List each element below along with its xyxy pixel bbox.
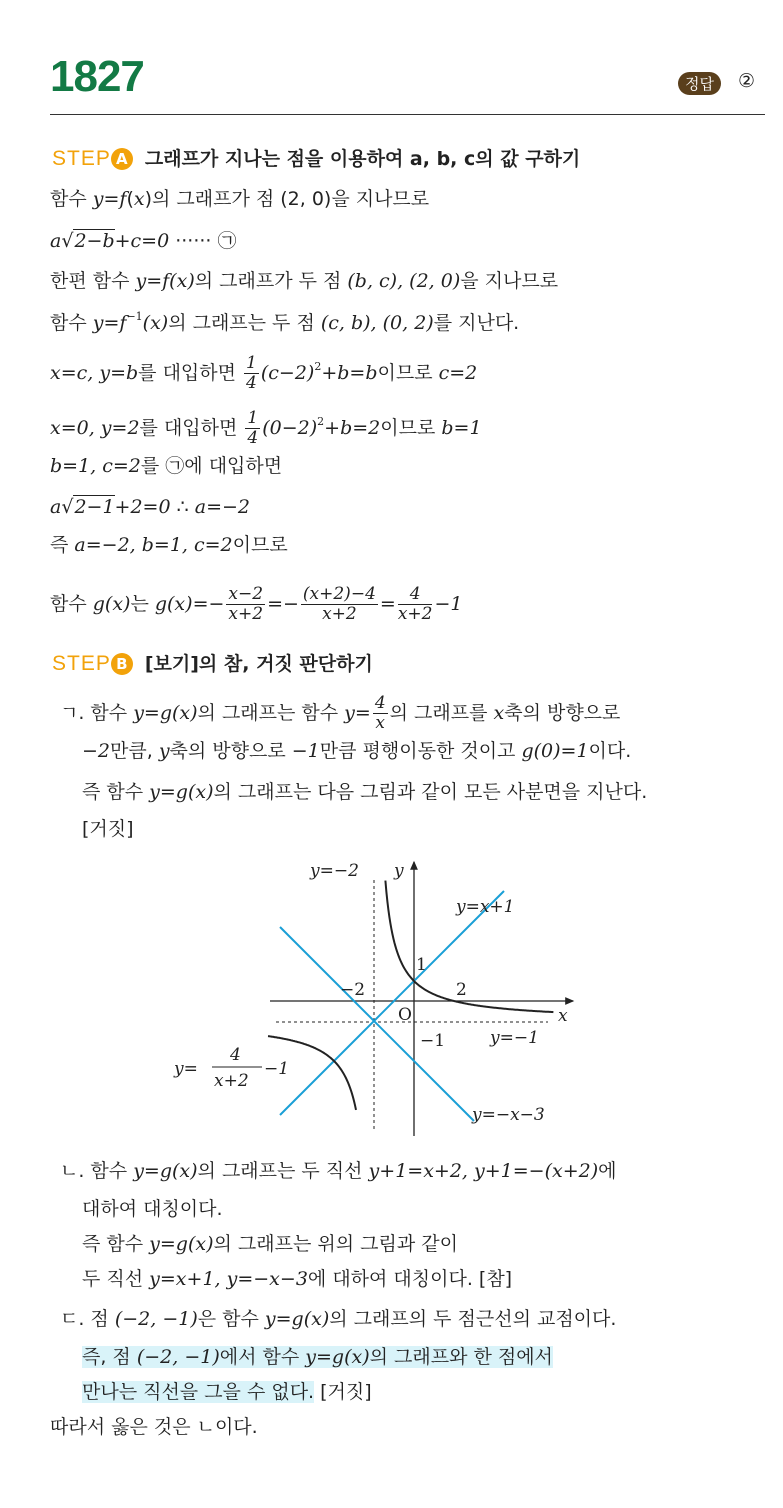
numerator: 1 (246, 353, 257, 373)
text: ㄴ. 함수 (60, 1160, 134, 1182)
math: y (158, 740, 170, 762)
line-y-eq-x-plus-1 (280, 891, 504, 1115)
text: = (103, 188, 120, 210)
fraction (226, 585, 265, 624)
text: 에 (598, 1160, 617, 1182)
text: ( (126, 188, 134, 210)
text: 축의 방향으로 (169, 740, 292, 762)
step-b-heading (52, 649, 373, 676)
divider (50, 114, 765, 115)
step-letter: B (111, 653, 133, 675)
math: +c=0 (114, 230, 170, 252)
text: 를 대입하면 (139, 417, 244, 440)
math: =− (267, 593, 299, 616)
denominator: x+2 (397, 603, 433, 624)
text: ······ ㉠ (169, 230, 237, 252)
tick-1: 1 (416, 955, 427, 975)
text-line (82, 818, 134, 841)
math: f (119, 188, 127, 210)
numerator: 4 (374, 693, 386, 713)
text: 축의 방향으로 (504, 702, 621, 725)
fraction (244, 354, 259, 393)
denominator: 4 (246, 372, 257, 393)
superscript: 2 (317, 415, 325, 429)
tick-neg1: −1 (420, 1031, 446, 1051)
math: y= (344, 702, 371, 725)
square-root (61, 495, 114, 518)
text-line (50, 270, 558, 293)
math: b=1, c=2 (50, 455, 141, 477)
superscript: −1 (126, 310, 143, 323)
math: g(x) (92, 593, 131, 616)
numerator: (x+2)−4 (302, 584, 376, 604)
superscript: 2 (314, 360, 322, 374)
text: 즉 (50, 534, 75, 556)
step-title: 그래프가 지나는 점을 이용하여 a, b, c의 값 구하기 (144, 148, 581, 170)
math: y=g(x) (149, 1233, 214, 1255)
denominator: x (375, 712, 386, 733)
text: 즉 함수 (82, 781, 150, 803)
text-line (50, 534, 288, 557)
math: y=g(x) (149, 781, 214, 803)
step-a-heading (52, 144, 580, 171)
text-line (82, 781, 647, 804)
math: x (493, 702, 505, 725)
text: 을 지나므로 (460, 270, 559, 292)
math: a (50, 230, 62, 252)
tick-2: 2 (456, 980, 467, 1000)
text: 만큼 평행이동한 것이고 (319, 740, 522, 762)
text: 따라서 옳은 것은 ㄴ이다. (50, 1416, 258, 1438)
curve-label-den: x+2 (214, 1071, 249, 1091)
text: 의 그래프는 두 점 (168, 312, 321, 334)
text-line (50, 585, 462, 624)
math: −2 (82, 740, 111, 762)
text-line (82, 1198, 223, 1221)
text-line (60, 694, 620, 733)
text: 의 그래프는 위의 그림과 같이 (213, 1233, 458, 1255)
text: 이다. (588, 740, 632, 762)
math: y=g(x) (133, 702, 198, 725)
curve-label-lhs: y= (174, 1059, 198, 1079)
math: +2=0 (114, 496, 171, 518)
text-line (50, 230, 237, 253)
square-root (61, 229, 114, 252)
step-label: STEP (52, 652, 111, 675)
math: (x) (142, 312, 169, 334)
math: (c−2) (260, 362, 315, 385)
text: 대하여 대칭이다. (82, 1198, 223, 1220)
function-graph (160, 850, 600, 1140)
x-axis-label: x (558, 1006, 568, 1026)
math: −1 (291, 740, 320, 762)
sqrt-sign: √ (61, 496, 74, 518)
text-line (82, 740, 631, 763)
denominator: x+2 (228, 603, 264, 624)
text-line (50, 455, 282, 478)
math: (−2, −1) (136, 1346, 220, 1368)
text: 두 직선 (82, 1268, 150, 1290)
text: 만나는 직선을 그을 수 없다. (82, 1381, 315, 1403)
sqrt-sign: √ (61, 230, 74, 252)
math: c=2 (438, 362, 478, 385)
math: y=g(x) (305, 1346, 370, 1368)
math: y=f (92, 312, 127, 334)
math: −1 (434, 593, 463, 616)
text: 이므로 (377, 362, 439, 385)
text: 의 그래프를 (389, 702, 494, 725)
text-line (50, 354, 477, 393)
radicand: 2−1 (74, 496, 115, 518)
text-line (50, 188, 429, 211)
answer-badge: 정답 (678, 72, 721, 95)
curve-label-rhs: −1 (264, 1059, 290, 1079)
text: 의 그래프는 함수 (197, 702, 345, 725)
math: x (133, 188, 145, 210)
text-line (82, 1381, 372, 1404)
text: 를 지난다. (433, 312, 520, 334)
fraction (373, 694, 388, 733)
text: 함수 (50, 312, 93, 334)
text: ∴ (170, 496, 195, 518)
math: +b=b (321, 362, 378, 385)
hasym-label: y=−1 (490, 1028, 539, 1048)
numerator: x−2 (228, 584, 264, 604)
text-line (60, 1160, 617, 1183)
math: y=f(x) (135, 270, 195, 292)
text: 즉, 점 (82, 1346, 137, 1368)
fraction (301, 585, 378, 624)
denominator: x+2 (322, 603, 357, 624)
math: x=c, y=b (50, 362, 139, 385)
text: [거짓] (82, 818, 134, 840)
y-axis-label: y (394, 861, 404, 881)
math: b=1 (441, 417, 482, 440)
problem-number: 1827 (50, 52, 144, 101)
step-label: STEP (52, 147, 111, 170)
text: 이므로 (232, 534, 288, 556)
math: (0−2) (262, 417, 318, 440)
math: +b=2 (324, 417, 381, 440)
math: (b, c), (2, 0) (347, 270, 461, 292)
math: (−2, −1) (114, 1308, 198, 1330)
line-y-eq-neg-x-minus-3 (280, 927, 474, 1121)
math: y (92, 188, 104, 210)
math: y+1=x+2, y+1=−(x+2) (368, 1160, 599, 1182)
text-line (50, 496, 250, 519)
math: y=g(x) (264, 1308, 330, 1330)
text: 에서 함수 (219, 1346, 306, 1368)
text: 에 대하여 대칭이다. [참] (307, 1268, 513, 1290)
text-line (60, 1308, 616, 1331)
text: [거짓] (314, 1381, 372, 1403)
math: g(x)=− (154, 593, 225, 616)
text: 의 그래프는 두 직선 (197, 1160, 369, 1182)
line2-label: y=−x−3 (472, 1105, 545, 1125)
math: a=−2, b=1, c=2 (74, 534, 233, 556)
text: 만큼, (110, 740, 159, 762)
origin-label: O (398, 1005, 412, 1025)
numerator: 4 (398, 585, 433, 605)
text: ㄱ. 함수 (60, 702, 134, 725)
text: ㄷ. 점 (60, 1308, 115, 1330)
math: x=0, y=2 (50, 417, 140, 440)
text: 즉 함수 (82, 1233, 150, 1255)
math: = (379, 593, 396, 616)
fraction (245, 409, 260, 448)
text: 의 그래프와 한 점에서 (369, 1346, 553, 1368)
step-letter: A (111, 148, 133, 170)
denominator: 4 (247, 427, 259, 448)
radicand: 2−b (74, 230, 115, 252)
text: )의 그래프가 점 (2, 0)을 지나므로 (144, 188, 430, 210)
text: 의 그래프는 다음 그림과 같이 모든 사분면을 지난다. (213, 781, 648, 803)
numerator: 1 (247, 408, 259, 428)
vasym-label: y=−2 (310, 861, 359, 881)
math: g(0)=1 (521, 740, 589, 762)
text: 함수 (50, 188, 93, 210)
step-title: [보기]의 참, 거짓 판단하기 (144, 653, 373, 675)
text-line (82, 1346, 553, 1369)
answer-value: ② (738, 70, 756, 92)
text-line (82, 1268, 512, 1291)
fraction (398, 585, 433, 624)
curve-label-num: 4 (230, 1045, 241, 1065)
text-line (50, 310, 519, 335)
text: 를 대입하면 (138, 362, 243, 385)
text: 를 ㉠에 대입하면 (140, 455, 283, 477)
text: 한편 함수 (50, 270, 136, 292)
text: 은 함수 (197, 1308, 265, 1330)
math: y=x+1, y=−x−3 (149, 1268, 308, 1290)
text-line (50, 409, 482, 448)
text: 는 (130, 593, 155, 616)
text: 이므로 (380, 417, 442, 440)
text: 의 그래프가 두 점 (194, 270, 348, 292)
text-line (50, 1416, 258, 1439)
math: a (50, 496, 62, 518)
math: (c, b), (0, 2) (320, 312, 434, 334)
line1-label: y=x+1 (456, 897, 515, 917)
text-line (82, 1233, 458, 1256)
text: 함수 (50, 593, 93, 616)
math: a=−2 (194, 496, 251, 518)
text: 의 그래프의 두 점근선의 교점이다. (329, 1308, 617, 1330)
tick-neg2: −2 (340, 980, 366, 1000)
math: y=g(x) (133, 1160, 198, 1182)
